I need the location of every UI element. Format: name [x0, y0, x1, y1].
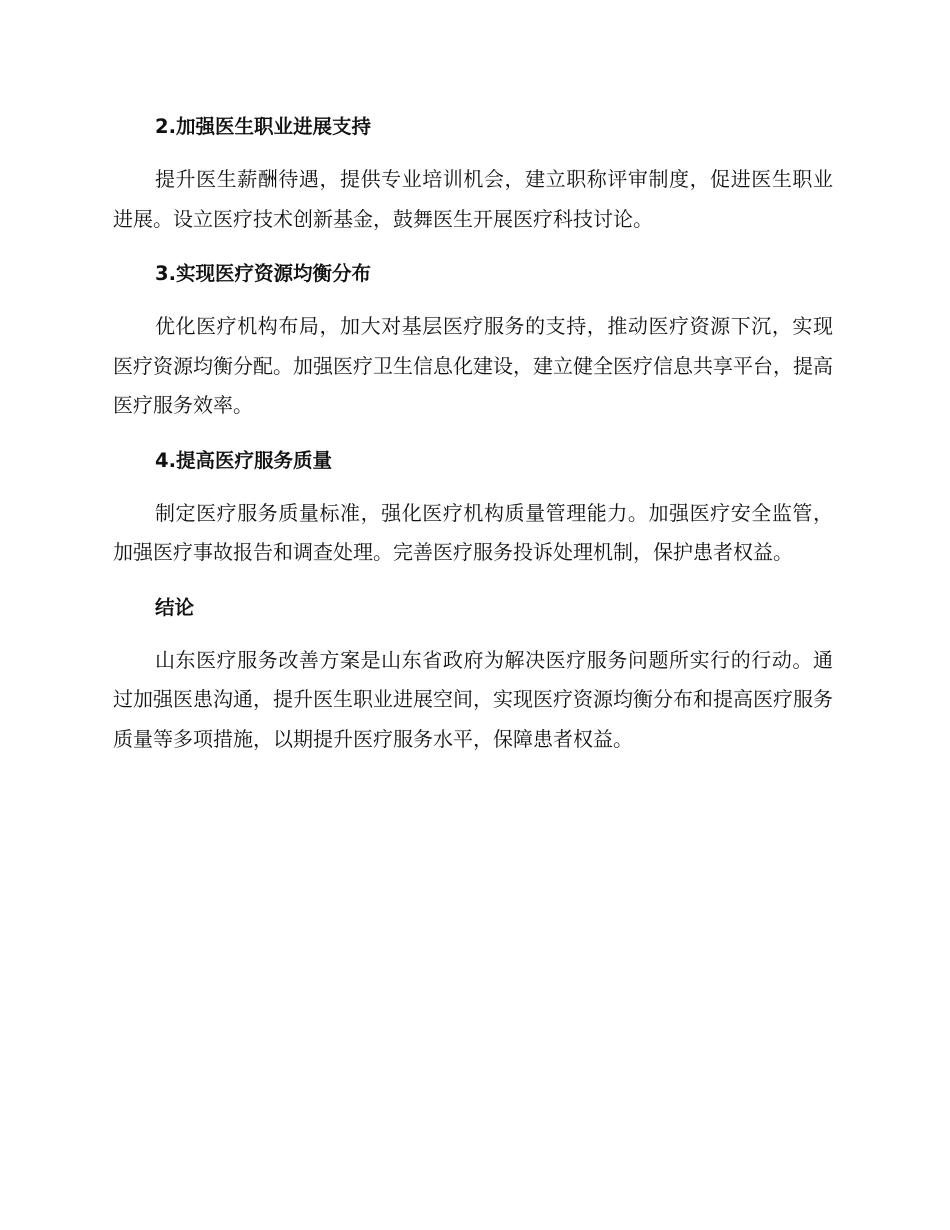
section-heading-resource-distribution: 3.实现医疗资源均衡分布	[155, 262, 371, 285]
spacer	[113, 293, 833, 307]
spacer	[113, 627, 833, 641]
spacer	[113, 480, 833, 494]
section-paragraph-resource-distribution: 优化医疗机构布局，加大对基层医疗服务的支持，推动医疗资源下沉，实现医疗资源均衡分配。加强医疗卫生信息化建设，建立健全医疗信息共享平台，提高医疗服务效率。	[113, 314, 833, 417]
spacer	[113, 146, 833, 160]
section-paragraph-conclusion: 山东医疗服务改善方案是山东省政府为解决医疗服务问题所实行的行动。通过加强医患沟通，提升医生职业进展空间，实现医疗资源均衡分布和提高医疗服务质量等多项措施，以期提升医疗服务水平，保障患者权益。	[113, 647, 833, 751]
spacer	[113, 573, 833, 589]
section-heading-service-quality: 4.提高医疗服务质量	[155, 448, 332, 472]
document-body	[113, 108, 833, 759]
section-paragraph-career-support: 提升医生薪酬待遇，提供专业培训机会，建立职称评审制度，促进医生职业进展。设立医疗技术创新基金，鼓舞医生开展医疗科技讨论。	[113, 167, 833, 231]
section-heading-conclusion: 结论	[155, 595, 195, 619]
section-paragraph-service-quality: 制定医疗服务质量标准，强化医疗机构质量管理能力。加强医疗安全监管，加强医疗事故报告和调查处理。完善医疗服务投诉处理机制，保护患者权益。	[113, 500, 833, 564]
spacer	[113, 426, 833, 442]
section-heading-career-support: 2.加强医生职业进展支持	[155, 115, 371, 138]
spacer	[113, 239, 833, 255]
